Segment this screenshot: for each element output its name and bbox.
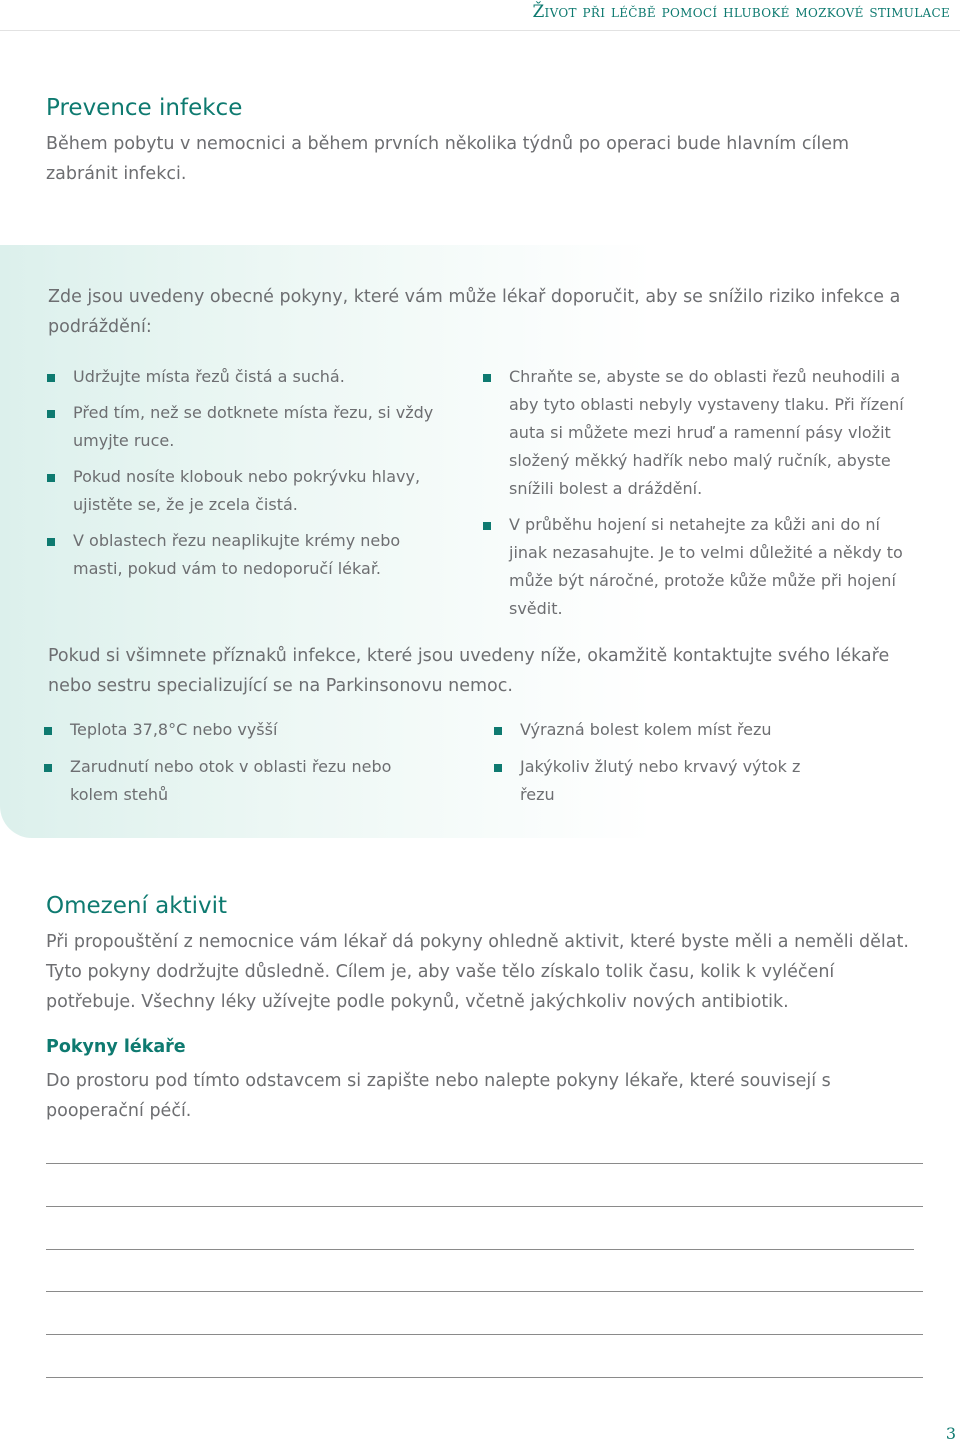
list-item-text: Výrazná bolest kolem míst řezu: [520, 720, 772, 739]
bullet-icon: [494, 727, 502, 735]
header-rule: [0, 30, 960, 31]
writing-line: [46, 1163, 923, 1164]
tips-right-list: [483, 363, 923, 631]
list-item: [44, 753, 424, 809]
list-item-text: V průběhu hojení si netahejte za kůži ani do ní jinak nezasahujte. Je to velmi důležité a někdy to může být náročné, protože kůže může při hojení svědit.: [509, 515, 903, 618]
list-item-text: Udržujte místa řezů čistá a suchá.: [73, 367, 345, 386]
list-item-text: Teplota 37,8°C nebo vyšší: [70, 720, 278, 739]
infection-warning-text: Pokud si všimnete příznaků infekce, které jsou uvedeny níže, okamžitě kontaktujte svého lékaře nebo sestru specializující se na Parkinsonovu nemoc.: [48, 646, 890, 696]
writing-line: [46, 1377, 923, 1378]
bullet-icon: [47, 410, 55, 418]
bullet-icon: [483, 522, 491, 530]
running-header: Život při léčbě pomocí hluboké mozkové stimulace: [532, 2, 950, 22]
bullet-icon: [47, 474, 55, 482]
list-item: [47, 363, 447, 391]
list-item-text: V oblastech řezu neaplikujte krémy nebo masti, pokud vám to nedoporučí lékař.: [73, 531, 401, 578]
list-item: [483, 511, 923, 623]
infection-intro: Během pobytu v nemocnici a během prvních několika týdnů po operaci bude hlavním cílem zabránit infekci.: [46, 134, 850, 184]
list-item: [44, 716, 424, 744]
list-item: [494, 753, 824, 809]
list-item-text: Před tím, než se dotknete místa řezu, si vždy umyjte ruce.: [73, 403, 434, 450]
writing-line: [46, 1206, 923, 1207]
activity-section-title: Omezení aktivit: [46, 893, 228, 919]
symptoms-right-list: [494, 716, 824, 818]
page-number: 3: [945, 1424, 956, 1443]
list-item: [483, 363, 923, 503]
list-item-text: Chraňte se, abyste se do oblasti řezů neuhodili a aby tyto oblasti nebyly vystaveny tlaku. Při řízení auta si můžete mezi hruď a ramenní pásy vložit složený měkký hadřík nebo malý ručník, abyste snížili bolest a dráždění.: [509, 367, 904, 498]
list-item-text: Pokud nosíte klobouk nebo pokrývku hlavy, ujistěte se, že je zcela čistá.: [73, 467, 421, 514]
list-item: [47, 399, 447, 455]
writing-line: [46, 1334, 923, 1335]
box-intro: Zde jsou uvedeny obecné pokyny, které vám může lékař doporučit, aby se snížilo riziko infekce a podráždění:: [48, 287, 901, 337]
bullet-icon: [47, 374, 55, 382]
bullet-icon: [44, 764, 52, 772]
list-item-text: Zarudnutí nebo otok v oblasti řezu nebo kolem stehů: [70, 757, 392, 804]
bullet-icon: [47, 538, 55, 546]
bullet-icon: [494, 764, 502, 772]
tips-left-list: [47, 363, 447, 591]
doctor-notes-title: Pokyny lékaře: [46, 1037, 186, 1057]
infection-section-title: Prevence infekce: [46, 95, 243, 121]
list-item: [47, 463, 447, 519]
writing-line: [46, 1291, 923, 1292]
list-item-text: Jakýkoliv žlutý nebo krvavý výtok z řezu: [520, 757, 801, 804]
list-item: [494, 716, 824, 744]
symptoms-left-list: [44, 716, 424, 818]
writing-line: [46, 1249, 914, 1250]
doctor-notes-text: Do prostoru pod tímto odstavcem si zapište nebo nalepte pokyny lékaře, které souvisejí s pooperační péčí.: [46, 1071, 831, 1121]
list-item: [47, 527, 447, 583]
bullet-icon: [483, 374, 491, 382]
activity-text: Při propouštění z nemocnice vám lékař dá pokyny ohledně aktivit, které byste měli a neměli dělat. Tyto pokyny dodržujte důsledně. Cílem je, aby vaše tělo získalo tolik času, kolik k vyléčení potřebuje. Všechny léky užívejte podle pokynů, včetně jakýchkoliv nových antibiotik.: [46, 932, 909, 1012]
bullet-icon: [44, 727, 52, 735]
